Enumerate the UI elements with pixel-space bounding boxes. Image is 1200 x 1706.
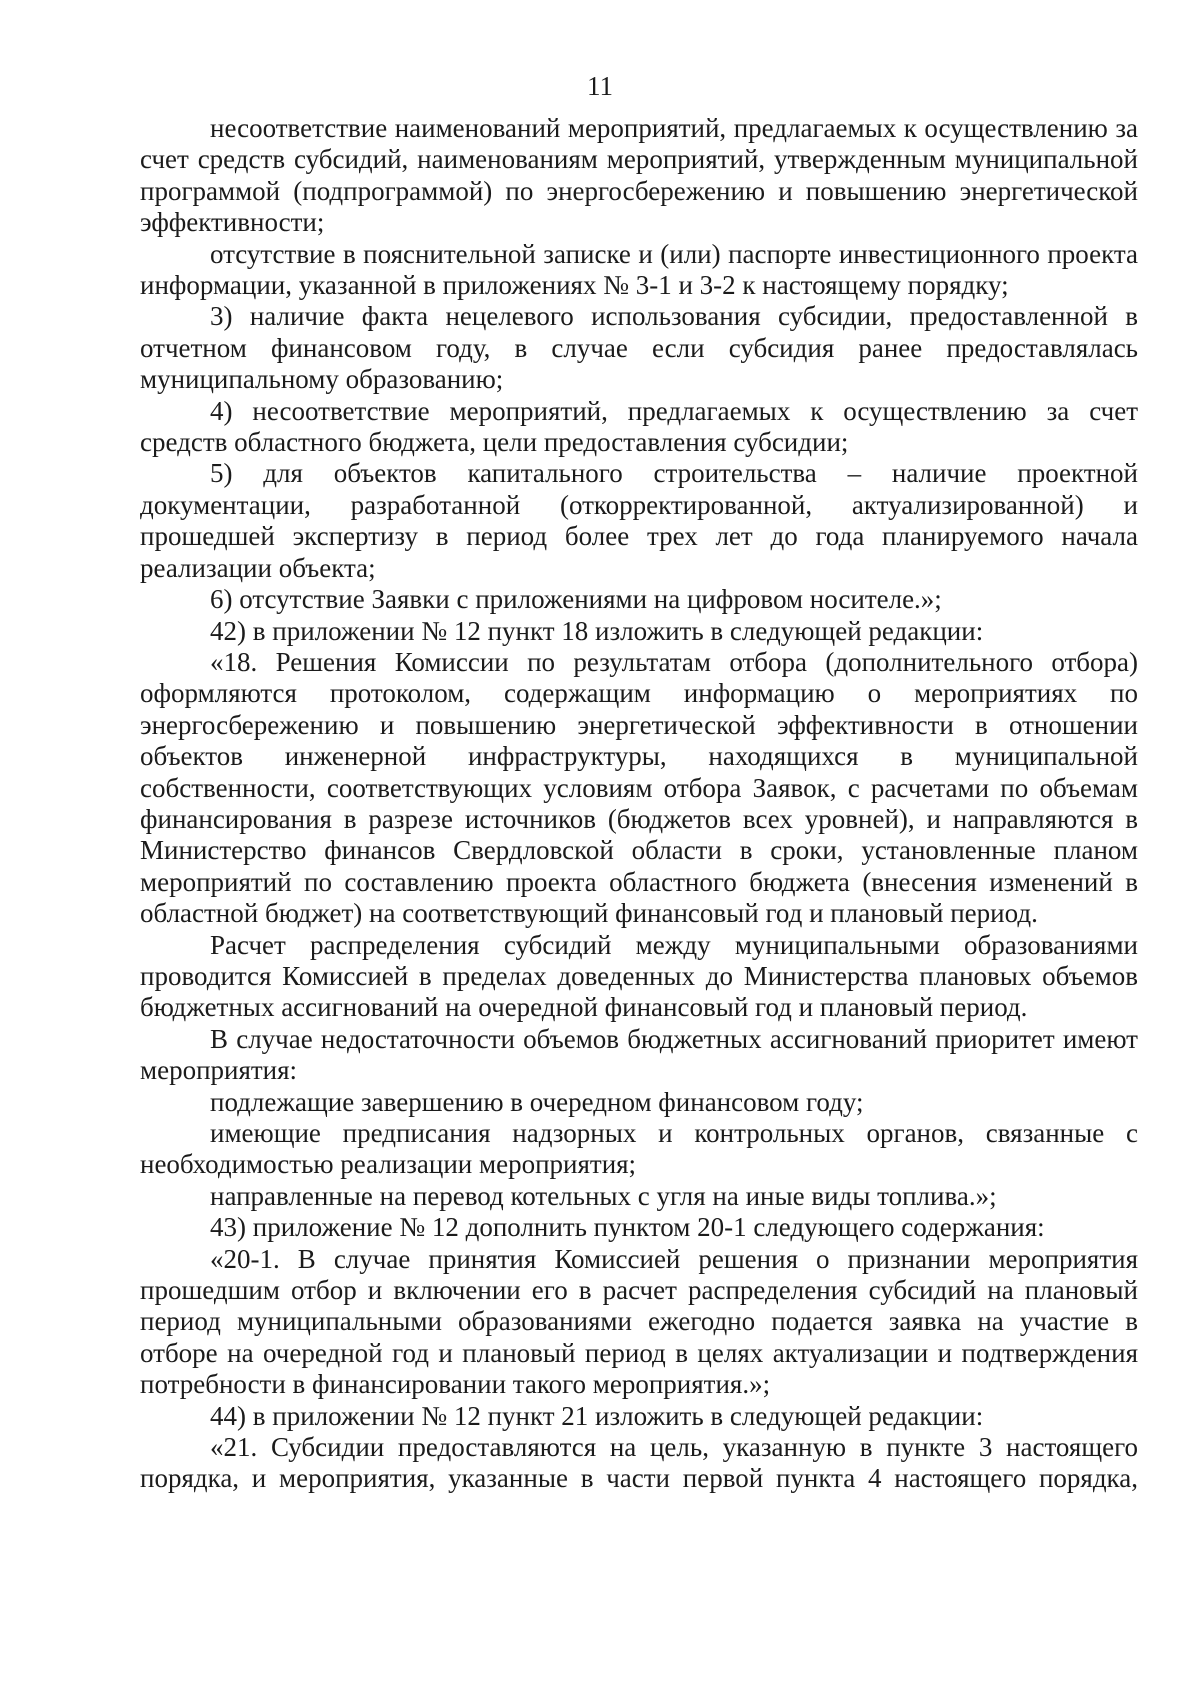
paragraph: направленные на перевод котельных с угля на иные виды топлива.»; bbox=[210, 1180, 997, 1211]
paragraph: В случае недостаточности объемов бюджетных ассигнований приоритет имеют мероприятия: bbox=[140, 1023, 1138, 1086]
paragraph: несоответствие наименований мероприятий, предлагаемых к осуществлению за счет средств субсидий, наименованиям мероприятий, утвержденным муниципальной программой (подпрограммой) по энергосбережению и повышению энергетической эффективности; bbox=[140, 113, 1138, 238]
document-body bbox=[140, 113, 1138, 1495]
paragraph: «21. Субсидии предоставляются на цель, указанную в пункте 3 настоящего порядка, и мероприятия, указанные в части первой пункта 4 настоящего порядка, bbox=[140, 1432, 1138, 1494]
paragraph: 6) отсутствие Заявки с приложениями на цифровом носителе.»; bbox=[210, 584, 942, 615]
paragraph: 42) в приложении № 12 пункт 18 изложить в следующей редакции: bbox=[210, 615, 984, 646]
paragraph: 4) несоответствие мероприятий, предлагаемых к осуществлению за счет средств областного бюджета, цели предоставления субсидии; bbox=[140, 395, 1138, 458]
paragraph: 5) для объектов капитального строительства – наличие проектной документации, разработанной (откорректированной, актуализированной) и прошедшей экспертизу в период более трех лет до года планируемого начала реализации объекта; bbox=[140, 458, 1138, 583]
paragraph: 44) в приложении № 12 пункт 21 изложить в следующей редакции: bbox=[210, 1400, 984, 1431]
paragraph: 3) наличие факта нецелевого использования субсидии, предоставленной в отчетном финансовом году, в случае если субсидия ранее предоставлялась муниципальному образованию; bbox=[140, 301, 1138, 395]
paragraph: отсутствие в пояснительной записке и (или) паспорте инвестиционного проекта информации, указанной в приложениях № 3-1 и 3-2 к настоящему порядку; bbox=[140, 238, 1138, 301]
page-number: 11 bbox=[587, 71, 613, 101]
paragraph: Расчет распределения субсидий между муниципальными образованиями проводится Комиссией в пределах доведенных до Министерства плановых объемов бюджетных ассигнований на очередной финансовый год и плановый период. bbox=[140, 929, 1138, 1023]
paragraph: подлежащие завершению в очередном финансовом году; bbox=[210, 1086, 864, 1117]
paragraph: «20-1. В случае принятия Комиссией решения о признании мероприятия прошедшим отбор и включении его в расчет распределения субсидий на плановый период муниципальными образованиями ежегодно подается заявка на участие в отборе на очередной год и плановый период в целях актуализации и подтверждения потребности в финансировании такого мероприятия.»; bbox=[140, 1243, 1138, 1400]
paragraph: 43) приложение № 12 дополнить пунктом 20-1 следующего содержания: bbox=[210, 1212, 1045, 1243]
paragraph: имеющие предписания надзорных и контрольных органов, связанные с необходимостью реализации мероприятия; bbox=[140, 1118, 1138, 1180]
paragraph: «18. Решения Комиссии по результатам отбора (дополнительного отбора) оформляются протоколом, содержащим информацию о мероприятиях по энергосбережению и повышению энергетической эффективности в отношении объектов инженерной инфраструктуры, находящихся в муниципальной собственности, соответствующих условиям отбора Заявок, с расчетами по объемам финансирования в разрезе источников (бюджетов всех уровней), и направляются в Министерство финансов Свердловской области в сроки, установленные планом мероприятий по составлению проекта областного бюджета (внесения изменений в областной бюджет) на соответствующий финансовый год и плановый период. bbox=[140, 646, 1138, 929]
